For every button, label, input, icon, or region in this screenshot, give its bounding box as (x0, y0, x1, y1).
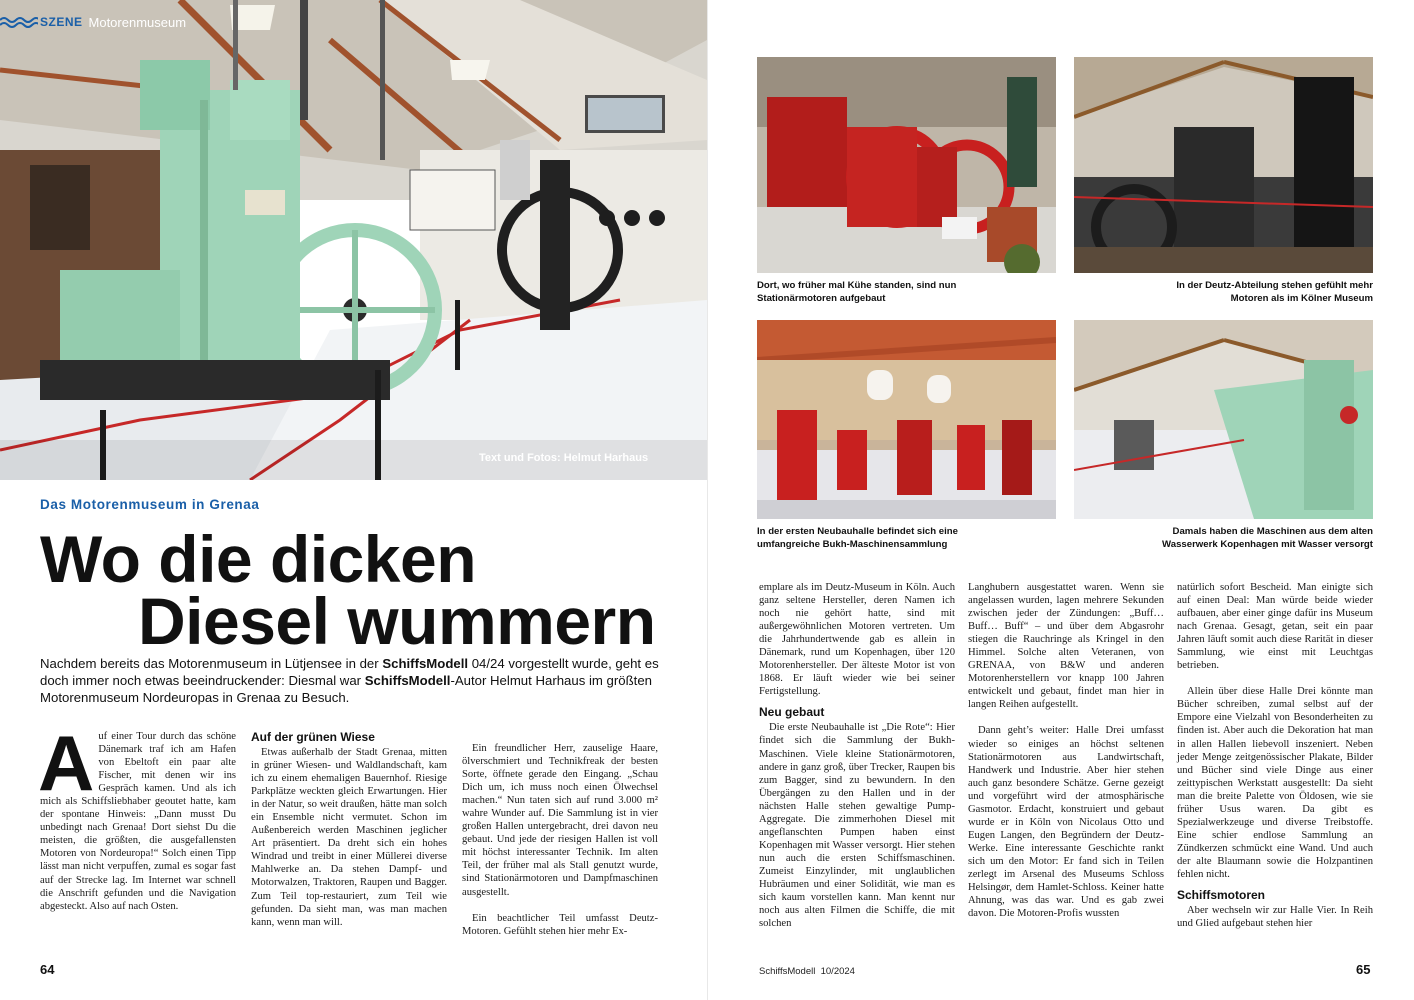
column-4 (759, 581, 955, 930)
page-number-right: 65 (1356, 962, 1371, 977)
magazine-name: SchiffsModell (759, 966, 816, 977)
section-topic: Motorenmuseum (88, 14, 187, 30)
lead-text-2: 04/24 vorgestellt wurde, geht es doch immer noch etwas beeindruckender: Diesmal war (40, 656, 659, 689)
column-5 (968, 581, 1164, 920)
column-6-text-1: natürlich sofort Bescheid. Man einigte sich auf einen Deal: Man würde beide wieder aufbauen, aber einer ginge dafür ins Museum nach Grenaa. Gesagt, getan, seit ein paar Jahren läuft somit auch diese Rarität in dieser Sammlung, wie einst mit Leuchtgas betrieben. (1177, 582, 1373, 672)
caption-photo-4: Damals haben die Maschinen aus dem alten Wasserwerk Kopenhagen mit Wasser versorgt (1162, 526, 1373, 550)
photo-stationary-engines (757, 57, 1056, 273)
lead-paragraph (40, 655, 670, 707)
photo-bukh-hall (757, 320, 1056, 519)
column-3-text-2: Ein beachtlicher Teil umfasst Deutz-Motoren. Gefühlt stehen hier mehr Ex- (462, 912, 658, 937)
page-number-left: 64 (40, 962, 55, 977)
wave-icon (0, 15, 38, 29)
magazine-footer (759, 966, 855, 977)
lead-brand-1: SchiffsModell (382, 656, 469, 671)
article-kicker: Das Motorenmuseum in Grenaa (40, 497, 260, 512)
caption-photo-2: In der Deutz-Abteilung stehen gefühlt mehr Motoren als im Kölner Museum (1176, 280, 1373, 304)
headline-line-2: Diesel wummern (138, 584, 656, 658)
subheading-gruene-wiese: Auf der grünen Wiese (251, 730, 375, 744)
photo-deutz-department (1074, 57, 1373, 273)
column-5-text-2: Dann geht’s weiter: Halle Drei umfasst wieder so einiges an höchst seltenen Stationärmotoren aus Landwirtschaft, Handwerk und Industrie. Aber hier stehen auch ganz besondere Schätze. Gerne gezeigt und vorgeführt wird der atmosphärische Gasmotor. Erdacht, konstruiert und gebaut wurde er in Köln von Nicolaus Otto und Eugen Langen, den Begründern der Deutz-Werke. Eine interessante Geschichte rankt sich um den Motor: Er fand sich in Teilen zerlegt im Arsenal des Museums Schloss Helsingør, dem Hamlet-Schloss. Keiner hatte Ahnung, was das war. Und es gab zwei davon. Die Motoren-Profis wussten (968, 725, 1164, 920)
column-3 (462, 742, 658, 938)
section-header (0, 12, 186, 32)
lead-text-3: -Autor Helmut Harhaus im größten Motorenmuseum Nordeuropas in Grenaa zu Besuch. (40, 673, 653, 706)
drop-cap: A (38, 719, 95, 807)
lead-text-1: Nachdem bereits das Motorenmuseum in Lütjensee in der (40, 656, 383, 671)
column-3-text-1: Ein freundlicher Herr, zauselige Haare, ölverschmiert und Technikfreak der besten Sorte, öffnete gerade den Eingang. „Schau Dich um, ich muss noch einen Ölwechsel machen.“ Nun taten sich auf rund 3.000 m² wahre Wunder auf. Die Sammlung ist in vier großen Hallen untergebracht, drei davon neu gebaut. Und jede der riesigen Hallen ist voll mit höchst interessanter Technik. Im alten Teil, der früher mal als Stall genutzt wurde, sind Stationärmotoren und Dampfmaschinen ausgestellt. (462, 743, 658, 898)
caption-photo-3: In der ersten Neubauhalle befindet sich eine umfangreiche Bukh-Maschinensammlung (757, 526, 958, 550)
caption-photo-1: Dort, wo früher mal Kühe standen, sind nun Stationärmotoren aufgebaut (757, 280, 957, 304)
column-2 (251, 725, 447, 929)
subheading-neu-gebaut: Neu gebaut (759, 705, 825, 720)
column-1-text: uf einer Tour durch das schöne Dänemark traf ich am Hafen von Ebeltoft ein paar alte Fischer, mit denen wir ins Gespräch kamen. Und als ich mich als Schiffsliebhaber geoutet hatte, kam der spontane Hinweis: „Dann musst Du unbedingt nach Grenaa! Dort siehst Du die meisten, die größten, die ausgefallensten Motoren von Nordeuropa!“ Solch einen Tipp lässt man nicht verpuffen, zumal es sogar fast auf der Strecke lag. Im Internet war schnell die Anschrift gefunden und die Navigation abgesteckt. Also auf nach Osten. (40, 731, 236, 912)
subheading-schiffsmotoren: Schiffsmotoren (1177, 888, 1266, 903)
column-6 (1177, 581, 1373, 930)
photo-credit: Text und Fotos: Helmut Harhaus (479, 452, 649, 464)
column-6-text-3: Aber wechseln wir zur Halle Vier. In Reih und Glied aufgebaut stehen hier (1177, 905, 1373, 930)
hero-photo (0, 0, 707, 480)
column-1 (38, 719, 236, 913)
column-6-text-2: Allein über diese Halle Drei könnte man Bücher schreiben, zumal selbst auf der Empore eine Vielzahl von Besonderheiten zu finden ist. Aber auch die Dekoration hat man in allen Hallen liebevoll inszeniert. Neben jeder Menge zeitgenössischer Plakate, Bilder und Bücher sind viele Dinge aus einer zeittypischen Werkstatt ausgestellt: Da sieht man die breite Palette von Öldosen, wie sie früher Usus waren. Da gibt es Spezialwerkzeuge und diverse Treibstoffe. Eine schier endlose Sammlung an Zündkerzen schmückt eine Wand. Und auch der alte Blaumann sowie die Holzpantinen fehlen nicht. (1177, 686, 1373, 880)
column-2-text: Etwas außerhalb der Stadt Grenaa, mitten in grüner Wiesen- und Waldlandschaft, kam ich zu einem ehemaligen Bauernhof. Riesige Parkplätze weckten gleich Erwartungen. Hier in der Natur, so weit draußen, hätte man solch ein Ensemble nicht vermutet. Schon im Außenbereich werden Maschinen jeglicher Art präsentiert. Da dreht sich ein hohes Windrad und treibt in einer Müllerei diverse Mahlwerke an. Da stehen Dampf- und Motorwalzen, Traktoren, Raupen und Bagger. Zum Teil top-restauriert, zum Teil wie gefunden. Da sieht man, was man machen kann, wenn man will. (251, 747, 447, 928)
page-gutter (707, 0, 708, 1000)
column-4-text: emplare als im Deutz-Museum in Köln. Auch ganz seltene Hersteller, deren Namen ich noch nie gehört hatte, sind mit außergewöhnlichen Motoren vertreten. Um die Jahrhundertwende gab es allein in Dänemark, rund um Kopenhagen, über 120 Motorenhersteller. Der älteste Motor ist von 1868. Er läuft wieder wie bei seiner Fertigstellung. (759, 582, 955, 698)
column-5-text-1: Langhubern ausgestattet waren. Wenn sie angelassen wurden, lagen mehrere Sekunden zwischen jeder der Zündungen: „Buff… Buff… Buff“ – und über dem Abgasrohr stiegen die Rauchringe als Kringel in den Himmel. Solche alten Veteranen, von GRENAA, von B&W und anderen Motorenherstellern vor knapp 100 Jahren entwickelt und gebaut, findet man hier in langen Reihen aufgestellt. (968, 582, 1164, 711)
column-4-text-2: Die erste Neubauhalle ist „Die Rote“: Hier findet sich die Sammlung der Bukh-Maschinen. Viele kleine Stationärmotoren, andere in ganz groß, über Trecker, Raupen bis zum Bagger, sind zu bewundern. In den Übergängen zu den Hallen und in der nächsten Halle stehen gewaltige Pump-Aggregate. Die zimmerhohen Diesel mit angeflanschten Pumpen haben einst Kopenhagen mit Wasser versorgt. Hier stehen nun auch die ersten Schiffsmaschinen. Zumeist Einzylinder, mit unglaublichen Hubräumen und einer Solidität, wie man es sich kaum vorstellen kann. Man kennt nur noch aus alten Filmen die Schiffe, die mit solchen (759, 722, 955, 930)
headline-line-1: Wo die dicken (40, 522, 477, 596)
magazine-issue: 10/2024 (820, 966, 855, 977)
photo-waterworks (1074, 320, 1373, 519)
lead-brand-2: SchiffsModell (364, 673, 451, 689)
section-label: SZENE (40, 15, 83, 29)
